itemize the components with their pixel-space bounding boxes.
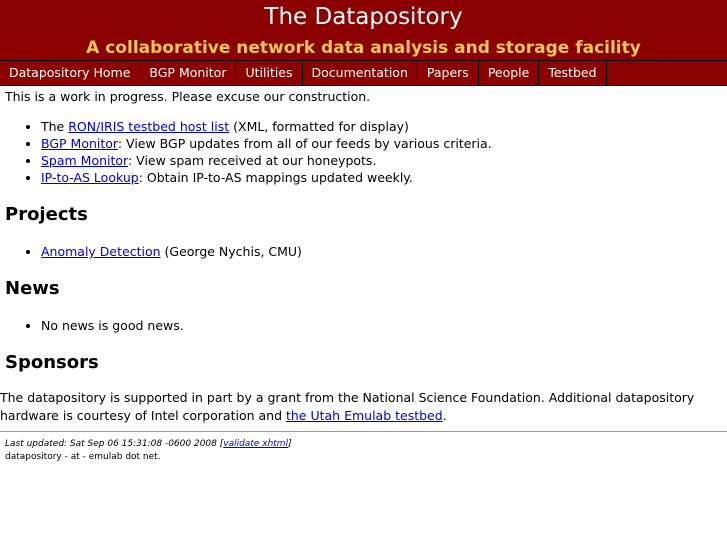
list-item <box>41 152 722 169</box>
nav-documentation[interactable]: Documentation <box>303 61 418 85</box>
list-item-text: : View spam received at our honeypots. <box>127 153 377 168</box>
footer <box>0 432 727 464</box>
main-content <box>0 88 727 425</box>
ron-iris-host-list-link[interactable]: RON/IRIS testbed host list <box>68 119 230 134</box>
site-tagline: A collaborative network data analysis and storage facility <box>86 38 641 58</box>
projects-section <box>5 204 722 260</box>
resource-list <box>5 118 722 186</box>
main-nav <box>0 60 727 86</box>
list-item: • No news is good news. <box>41 317 722 334</box>
list-item <box>41 118 722 135</box>
nav-testbed[interactable]: Testbed <box>539 61 606 85</box>
anomaly-detection-link[interactable]: Anomaly Detection <box>41 244 161 259</box>
list-item <box>41 135 722 152</box>
list-item-text: The <box>41 119 69 134</box>
list-item-text: (George Nychis, CMU) <box>160 244 302 259</box>
list-item <box>41 169 722 186</box>
news-section <box>5 278 722 334</box>
news-list <box>5 317 722 334</box>
list-item <box>41 243 722 260</box>
projects-heading: Projects <box>5 204 88 225</box>
nav-bgp-monitor[interactable]: BGP Monitor <box>140 61 236 85</box>
site-title: The Datapository <box>264 4 463 30</box>
nav-people[interactable]: People <box>479 61 540 85</box>
sponsors-body: The datapository is supported in part by a grant from the National Science Foundation. Additional datapository hardware is courtesy of Intel corporation and <box>0 390 695 423</box>
list-item-text: : View BGP updates from all of our feeds by various criteria. <box>117 136 492 151</box>
projects-list <box>5 243 722 260</box>
ip-to-as-lookup-link[interactable]: IP-to-AS Lookup <box>41 170 139 185</box>
spam-monitor-link[interactable]: Spam Monitor <box>41 153 128 168</box>
last-updated-text: Last updated: Sat Sep 06 15:31:08 -0600 2008 [ <box>5 439 224 449</box>
nav-utilities[interactable]: Utilities <box>236 61 302 85</box>
intro-text: This is a work in progress. Please excuse our construction. <box>5 89 371 104</box>
news-heading: News <box>5 278 60 299</box>
nav-datapository-home[interactable]: Datapository Home <box>0 61 140 85</box>
sponsors-text <box>0 389 722 425</box>
utah-emulab-link[interactable]: the Utah Emulab testbed <box>285 408 443 423</box>
list-item-text: (XML, formatted for display) <box>229 119 409 134</box>
bgp-monitor-link[interactable]: BGP Monitor <box>41 136 118 151</box>
contact-email: datapository - at - emulab dot net. <box>5 452 161 462</box>
sponsors-heading: Sponsors <box>5 352 99 373</box>
sponsors-end: . <box>442 408 447 423</box>
validate-xhtml-link[interactable]: validate xhtml <box>223 439 289 449</box>
last-updated <box>5 438 722 451</box>
last-updated-close: ] <box>288 439 292 449</box>
nav-papers[interactable]: Papers <box>418 61 479 85</box>
sponsors-section <box>0 352 722 425</box>
list-item-text: : Obtain IP-to-AS mappings updated weekly. <box>138 170 413 185</box>
site-header <box>0 0 727 60</box>
